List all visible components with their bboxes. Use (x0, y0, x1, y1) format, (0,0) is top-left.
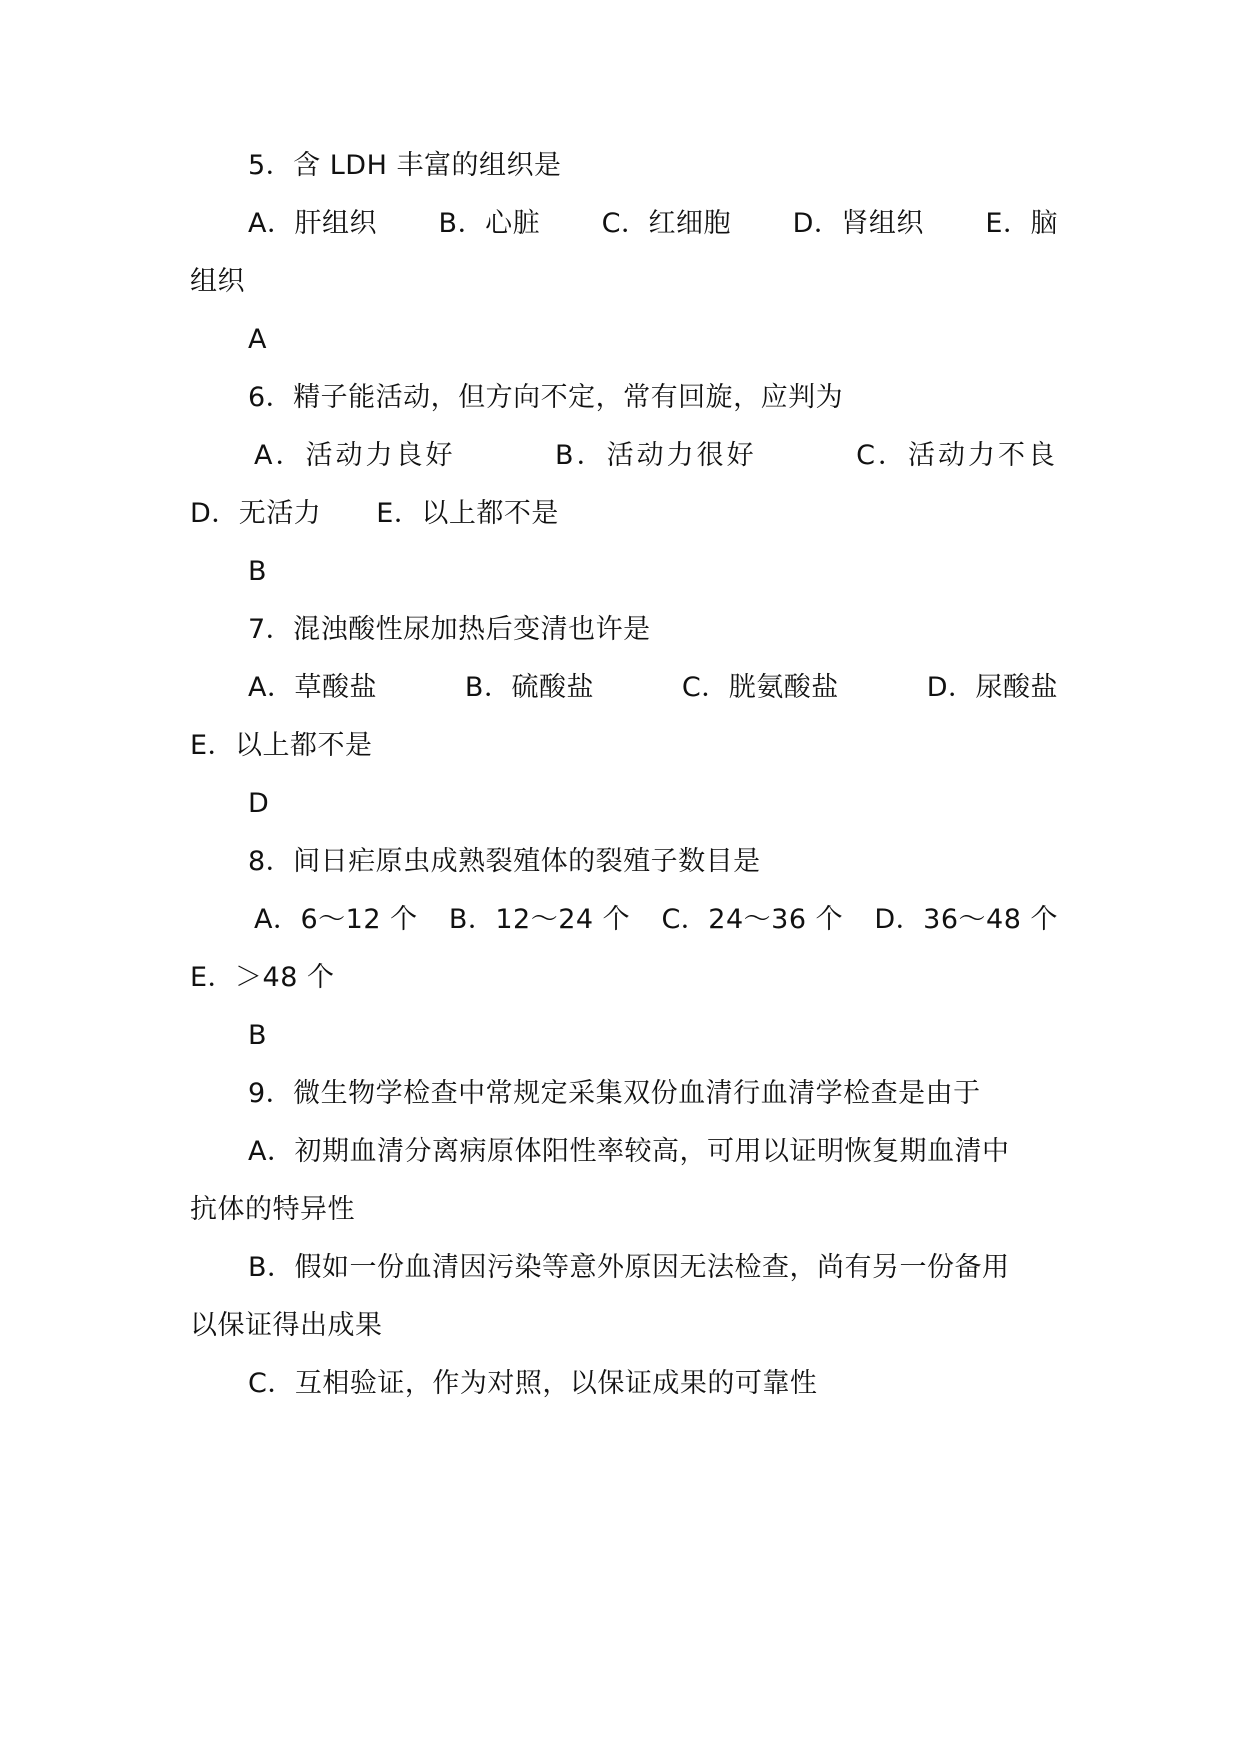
question-9-option-b-continued: 以保证得出成果 (190, 1310, 383, 1341)
question-5-answer: A (248, 324, 267, 355)
question-6-answer: B (248, 556, 268, 587)
question-9-stem: 9．微生物学检查中常规定采集双份血清行血清学检查是由于 (248, 1078, 981, 1109)
question-8-option-d: D．36～48 个 (874, 904, 1058, 935)
question-8-stem: 8．间日疟原虫成熟裂殖体的裂殖子数目是 (248, 846, 761, 877)
question-6-option-b: B．活动力很好 (555, 440, 757, 471)
question-7-option-d: D．尿酸盐 (926, 672, 1058, 703)
question-5-options (248, 204, 1058, 244)
question-8-options (254, 900, 1058, 940)
question-5-option-c: C．红细胞 (601, 208, 731, 239)
question-5-option-e: E．脑 (985, 208, 1058, 239)
question-7-option-a: A．草酸盐 (248, 672, 377, 703)
question-7-stem: 7．混浊酸性尿加热后变清也许是 (248, 614, 651, 645)
question-5-option-b: B．心脏 (438, 208, 541, 239)
question-5-stem: 5．含 LDH 丰富的组织是 (248, 150, 562, 181)
question-6-options-continued: D．无活力 E．以上都不是 (190, 498, 559, 529)
question-7-answer: D (248, 788, 270, 819)
question-6-option-a: A．活动力良好 (254, 440, 456, 471)
question-9-option-c: C．互相验证，作为对照，以保证成果的可靠性 (248, 1368, 818, 1399)
question-5-option-a: A．肝组织 (248, 208, 377, 239)
question-7-option-b: B．硫酸盐 (464, 672, 594, 703)
question-7-option-c: C．胱氨酸盐 (681, 672, 839, 703)
question-8-option-c: C．24～36 个 (661, 904, 844, 935)
question-8-option-b: B．12～24 个 (448, 904, 631, 935)
question-6-options (254, 436, 1058, 476)
question-5-options-continued: 组织 (190, 266, 245, 297)
question-5-option-d: D．肾组织 (792, 208, 924, 239)
question-8-option-a: A．6～12 个 (254, 904, 418, 935)
question-7-options-continued: E．以上都不是 (190, 730, 373, 761)
question-9-option-a-continued: 抗体的特异性 (190, 1194, 355, 1225)
question-7-options (248, 668, 1058, 708)
question-8-options-continued: E．＞48 个 (190, 962, 335, 993)
question-6-option-c: C．活动力不良 (856, 440, 1058, 471)
question-8-answer: B (248, 1020, 268, 1051)
question-9-option-b: B．假如一份血清因污染等意外原因无法检查，尚有另一份备用 (248, 1252, 1010, 1283)
question-9-option-a: A．初期血清分离病原体阳性率较高，可用以证明恢复期血清中 (248, 1136, 1010, 1167)
question-6-stem: 6．精子能活动，但方向不定，常有回旋，应判为 (248, 382, 844, 413)
